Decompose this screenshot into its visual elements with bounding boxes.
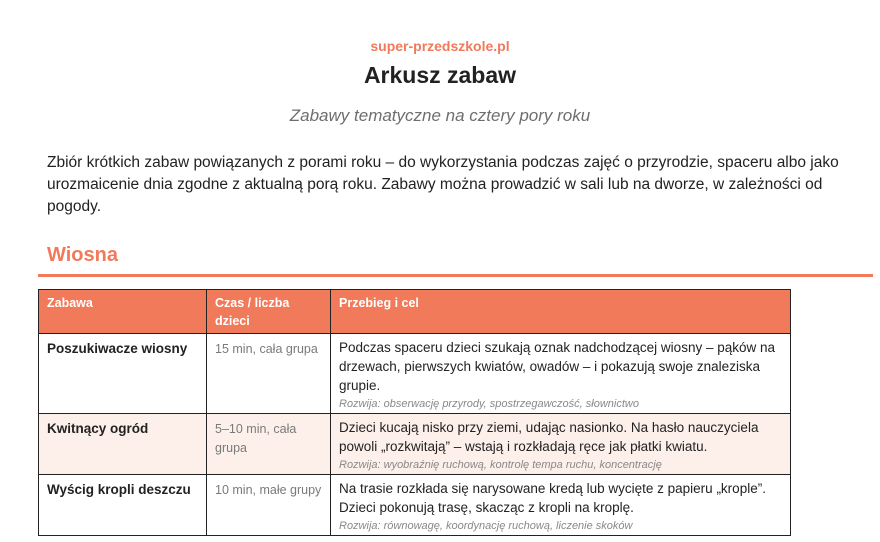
column-header-course: Przebieg i cel (331, 290, 791, 334)
game-description: Podczas spaceru dzieci szukają oznak nadchodzącej wiosny – pąków na drzewach, pierwszych kwiatów, owadów – i pokazują swoje znaleziska grupie. (339, 340, 776, 393)
column-header-time: Czas / liczba dzieci (207, 290, 331, 334)
page-title: Arkusz zabaw (363, 62, 517, 88)
game-time: 5–10 min, cała grupa (207, 414, 331, 475)
page-subtitle: Zabawy tematyczne na cztery pory roku (289, 106, 591, 125)
game-course-cell (331, 414, 791, 475)
game-name: Wyścig kropli deszczu (39, 475, 207, 536)
section-heading: Wiosna (47, 244, 118, 266)
game-description: Na trasie rozkłada się narysowane kredą lub wycięte z papieru „krople”. Dzieci pokonują trasę, skacząc z kropli na kroplę. (339, 481, 766, 515)
game-name: Kwitnący ogród (39, 414, 207, 475)
games-table (38, 289, 791, 536)
game-time: 10 min, małe grupy (207, 475, 331, 536)
game-description: Dzieci kucają nisko przy ziemi, udając nasionko. Na hasło nauczyciela powoli „rozkwitają” – wstają i rozkładają ręce jak płatki kwiatu. (339, 420, 759, 454)
game-time: 15 min, cała grupa (207, 334, 331, 414)
game-course-cell (331, 475, 791, 536)
game-course-cell (331, 334, 791, 414)
site-name: super-przedszkole.pl (370, 38, 510, 54)
column-header-game: Zabawa (39, 290, 207, 334)
game-goals: Rozwija: wyobraźnię ruchową, kontrolę tempa ruchu, koncentrację (339, 459, 662, 471)
table-row (39, 414, 791, 475)
table-row (39, 475, 791, 536)
game-goals: Rozwija: obserwację przyrody, spostrzegawczość, słownictwo (339, 398, 639, 410)
game-name: Poszukiwacze wiosny (39, 334, 207, 414)
table-row (39, 334, 791, 414)
section-divider (38, 274, 873, 277)
intro-paragraph: Zbiór krótkich zabaw powiązanych z porami roku – do wykorzystania podczas zajęć o przyrodzie, spaceru albo jako urozmaicenie dnia zgodne z aktualną porą roku. Zabawy można prowadzić w sali lub na dworze, w zależności od pogody. (47, 154, 839, 215)
table-header-row (39, 290, 791, 334)
game-goals: Rozwija: równowagę, koordynację ruchową, liczenie skoków (339, 520, 633, 532)
